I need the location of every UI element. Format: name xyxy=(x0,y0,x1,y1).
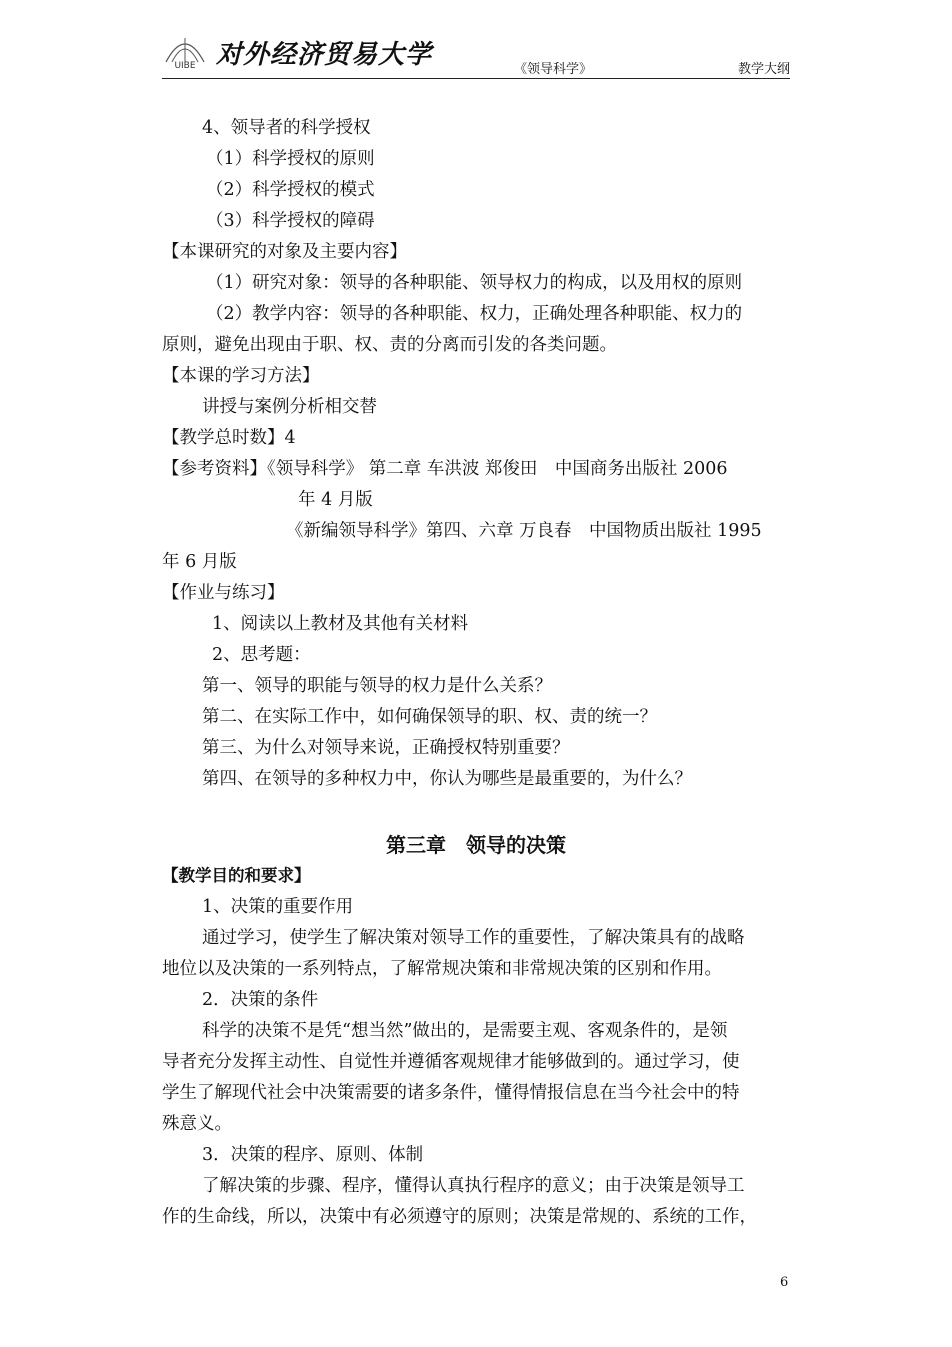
text-line: 年 6 月版 xyxy=(162,552,237,572)
text-line: （2）教学内容：领导的各种职能、权力，正确处理各种职能、权力的 xyxy=(206,304,743,324)
text-line: 殊意义。 xyxy=(162,1114,232,1134)
document-type: 教学大纲 xyxy=(737,62,790,77)
text-line: 1、决策的重要作用 xyxy=(202,897,354,917)
text-line: 原则，避免出现由于职、权、责的分离而引发的各类问题。 xyxy=(162,335,617,355)
text-line: （2）科学授权的模式 xyxy=(206,180,375,200)
text-line: （1）科学授权的原则 xyxy=(206,149,375,169)
text-line: 第二、在实际工作中，如何确保领导的职、权、责的统一？ xyxy=(202,707,657,727)
university-name: 对外经济贸易大学 xyxy=(216,40,433,70)
section-heading: 【作业与练习】 xyxy=(162,583,285,603)
text-line: 1、阅读以上教材及其他有关材料 xyxy=(212,614,469,634)
page-header xyxy=(162,28,790,79)
university-logo xyxy=(162,32,208,72)
text-line: 2、思考题： xyxy=(212,645,311,665)
svg-text:UIBE: UIBE xyxy=(174,61,196,71)
text-line: 学生了解现代社会中决策需要的诸多条件，懂得情报信息在当今社会中的特 xyxy=(162,1083,740,1103)
course-title: 《领导科学》 xyxy=(514,62,593,77)
text-line: 年 4 月版 xyxy=(298,490,373,510)
text-line: 【参考资料】《领导科学》 第二章 车洪波 郑俊田 中国商务出版社 2006 xyxy=(162,459,728,479)
text-line: 地位以及决策的一系列特点，了解常规决策和非常规决策的区别和作用。 xyxy=(162,959,722,979)
text-line: 了解决策的步骤、程序，懂得认真执行程序的意义；由于决策是领导工 xyxy=(202,1176,745,1196)
section-heading: 【教学总时数】4 xyxy=(162,428,296,448)
text-line: 讲授与案例分析相交替 xyxy=(202,397,377,417)
text-line: 通过学习，使学生了解决策对领导工作的重要性，了解决策具有的战略 xyxy=(202,928,745,948)
text-line: 《新编领导科学》第四、六章 万良春 中国物质出版社 1995 xyxy=(286,521,762,541)
page-number: 6 xyxy=(780,1275,789,1290)
text-line: 第三、为什么对领导来说，正确授权特别重要？ xyxy=(202,738,570,758)
text-line: （1）研究对象：领导的各种职能、领导权力的构成，以及用权的原则 xyxy=(206,273,743,293)
chapter-title: 第三章 领导的决策 xyxy=(386,833,566,857)
text-line: 作的生命线，所以，决策中有必须遵守的原则；决策是常规的、系统的工作， xyxy=(162,1207,757,1227)
text-line: 2．决策的条件 xyxy=(202,990,319,1010)
text-line: 第一、领导的职能与领导的权力是什么关系？ xyxy=(202,676,552,696)
text-line: 第四、在领导的多种权力中，你认为哪些是最重要的，为什么？ xyxy=(202,769,692,789)
section-heading: 【本课的学习方法】 xyxy=(162,366,320,386)
text-line: 导者充分发挥主动性、自觉性并遵循客观规律才能够做到的。通过学习，使 xyxy=(162,1052,740,1072)
text-line: 4、领导者的科学授权 xyxy=(202,118,371,138)
text-line: 科学的决策不是凭“想当然”做出的，是需要主观、客观条件的，是领 xyxy=(202,1021,728,1041)
section-heading: 【本课研究的对象及主要内容】 xyxy=(162,242,407,262)
text-line: 3．决策的程序、原则、体制 xyxy=(202,1145,424,1165)
text-line: （3）科学授权的障碍 xyxy=(206,211,375,231)
section-heading: 【教学目的和要求】 xyxy=(162,866,311,885)
